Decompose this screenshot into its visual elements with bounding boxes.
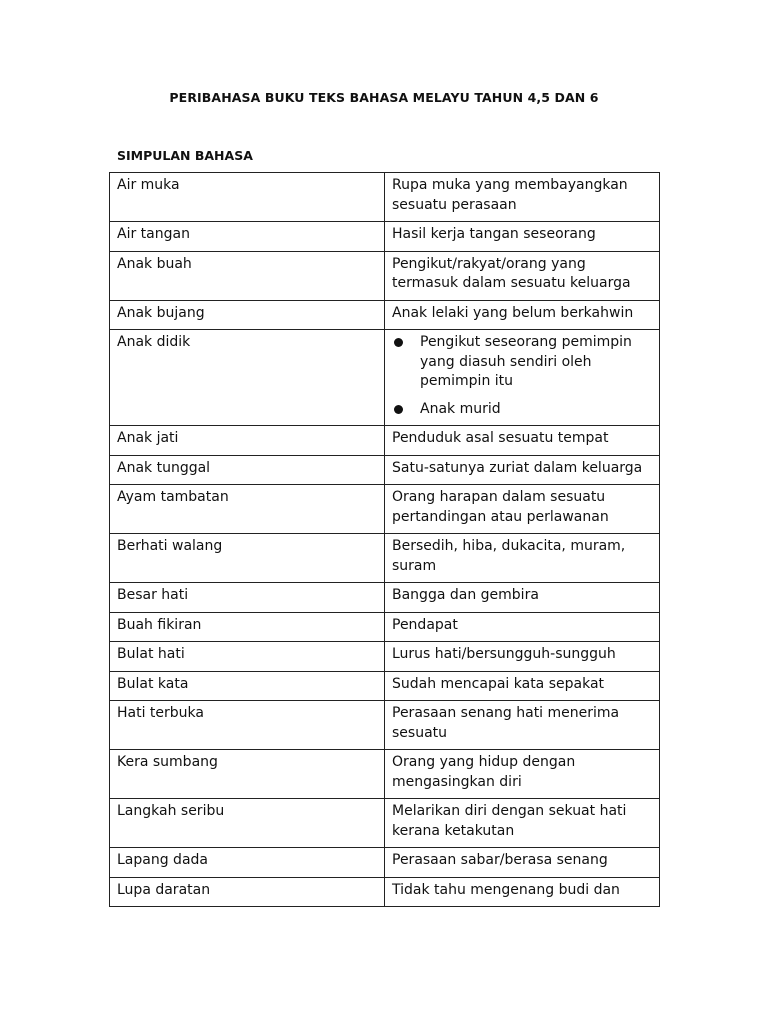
idiom-term-cell: Anak didik (110, 330, 385, 426)
document-title: PERIBAHASA BUKU TEKS BAHASA MELAYU TAHUN 4,5 DAN 6 (169, 90, 599, 105)
idiom-term-cell: Kera sumbang (110, 750, 385, 799)
idiom-meaning-cell: Perasaan sabar/berasa senang (385, 848, 660, 878)
idiom-meaning-cell: Pengikut/rakyat/orang yang termasuk dalam sesuatu keluarga (385, 251, 660, 300)
idiom-meaning-cell: Orang harapan dalam sesuatu pertandingan atau perlawanan (385, 485, 660, 534)
idiom-term-cell: Anak bujang (110, 300, 385, 330)
idiom-term-cell: Ayam tambatan (110, 485, 385, 534)
idiom-table-body (110, 173, 660, 907)
table-row (110, 701, 660, 750)
idiom-term-cell: Air tangan (110, 222, 385, 252)
table-row (110, 300, 660, 330)
meaning-bullet-item: Pengikut seseorang pemimpin yang diasuh sendiri oleh pemimpin itu (392, 333, 653, 392)
idiom-term-cell: Anak tunggal (110, 455, 385, 485)
idiom-meaning-cell: Bangga dan gembira (385, 583, 660, 613)
idiom-meaning-cell: Anak lelaki yang belum berkahwin (385, 300, 660, 330)
idiom-meaning-cell: Rupa muka yang membayangkan sesuatu perasaan (385, 173, 660, 222)
idiom-meaning-cell: Melarikan diri dengan sekuat hati kerana ketakutan (385, 799, 660, 848)
table-row (110, 426, 660, 456)
idiom-term-cell: Anak jati (110, 426, 385, 456)
table-row (110, 330, 660, 426)
idiom-term-cell: Lupa daratan (110, 877, 385, 907)
idiom-meaning-cell: Perasaan senang hati menerima sesuatu (385, 701, 660, 750)
idiom-meaning-cell: Orang yang hidup dengan mengasingkan diri (385, 750, 660, 799)
idiom-meaning-cell: Pendapat (385, 612, 660, 642)
idiom-meaning-cell (385, 330, 660, 426)
table-row (110, 222, 660, 252)
idiom-term-cell: Buah fikiran (110, 612, 385, 642)
table-row (110, 750, 660, 799)
idiom-meaning-cell: Sudah mencapai kata sepakat (385, 671, 660, 701)
table-row (110, 251, 660, 300)
idiom-term-cell: Lapang dada (110, 848, 385, 878)
table-row (110, 173, 660, 222)
table-row (110, 848, 660, 878)
idiom-meaning-cell: Penduduk asal sesuatu tempat (385, 426, 660, 456)
idiom-term-cell: Besar hati (110, 583, 385, 613)
idiom-table (109, 172, 660, 907)
idiom-meaning-cell: Hasil kerja tangan seseorang (385, 222, 660, 252)
table-row (110, 583, 660, 613)
idiom-term-cell: Air muka (110, 173, 385, 222)
table-row (110, 799, 660, 848)
idiom-meaning-cell: Lurus hati/bersungguh-sungguh (385, 642, 660, 672)
table-row (110, 612, 660, 642)
table-row (110, 671, 660, 701)
idiom-term-cell: Anak buah (110, 251, 385, 300)
idiom-meaning-cell: Bersedih, hiba, dukacita, muram, suram (385, 534, 660, 583)
idiom-term-cell: Langkah seribu (110, 799, 385, 848)
table-row (110, 642, 660, 672)
table-row (110, 534, 660, 583)
idiom-meaning-cell: Tidak tahu mengenang budi dan (385, 877, 660, 907)
idiom-meaning-cell: Satu-satunya zuriat dalam keluarga (385, 455, 660, 485)
table-row (110, 485, 660, 534)
idiom-term-cell: Hati terbuka (110, 701, 385, 750)
table-row (110, 877, 660, 907)
section-heading: SIMPULAN BAHASA (117, 148, 253, 163)
table-row (110, 455, 660, 485)
idiom-term-cell: Bulat kata (110, 671, 385, 701)
idiom-term-cell: Bulat hati (110, 642, 385, 672)
meaning-bullet-list (392, 333, 653, 419)
meaning-bullet-item: Anak murid (392, 400, 653, 420)
idiom-term-cell: Berhati walang (110, 534, 385, 583)
